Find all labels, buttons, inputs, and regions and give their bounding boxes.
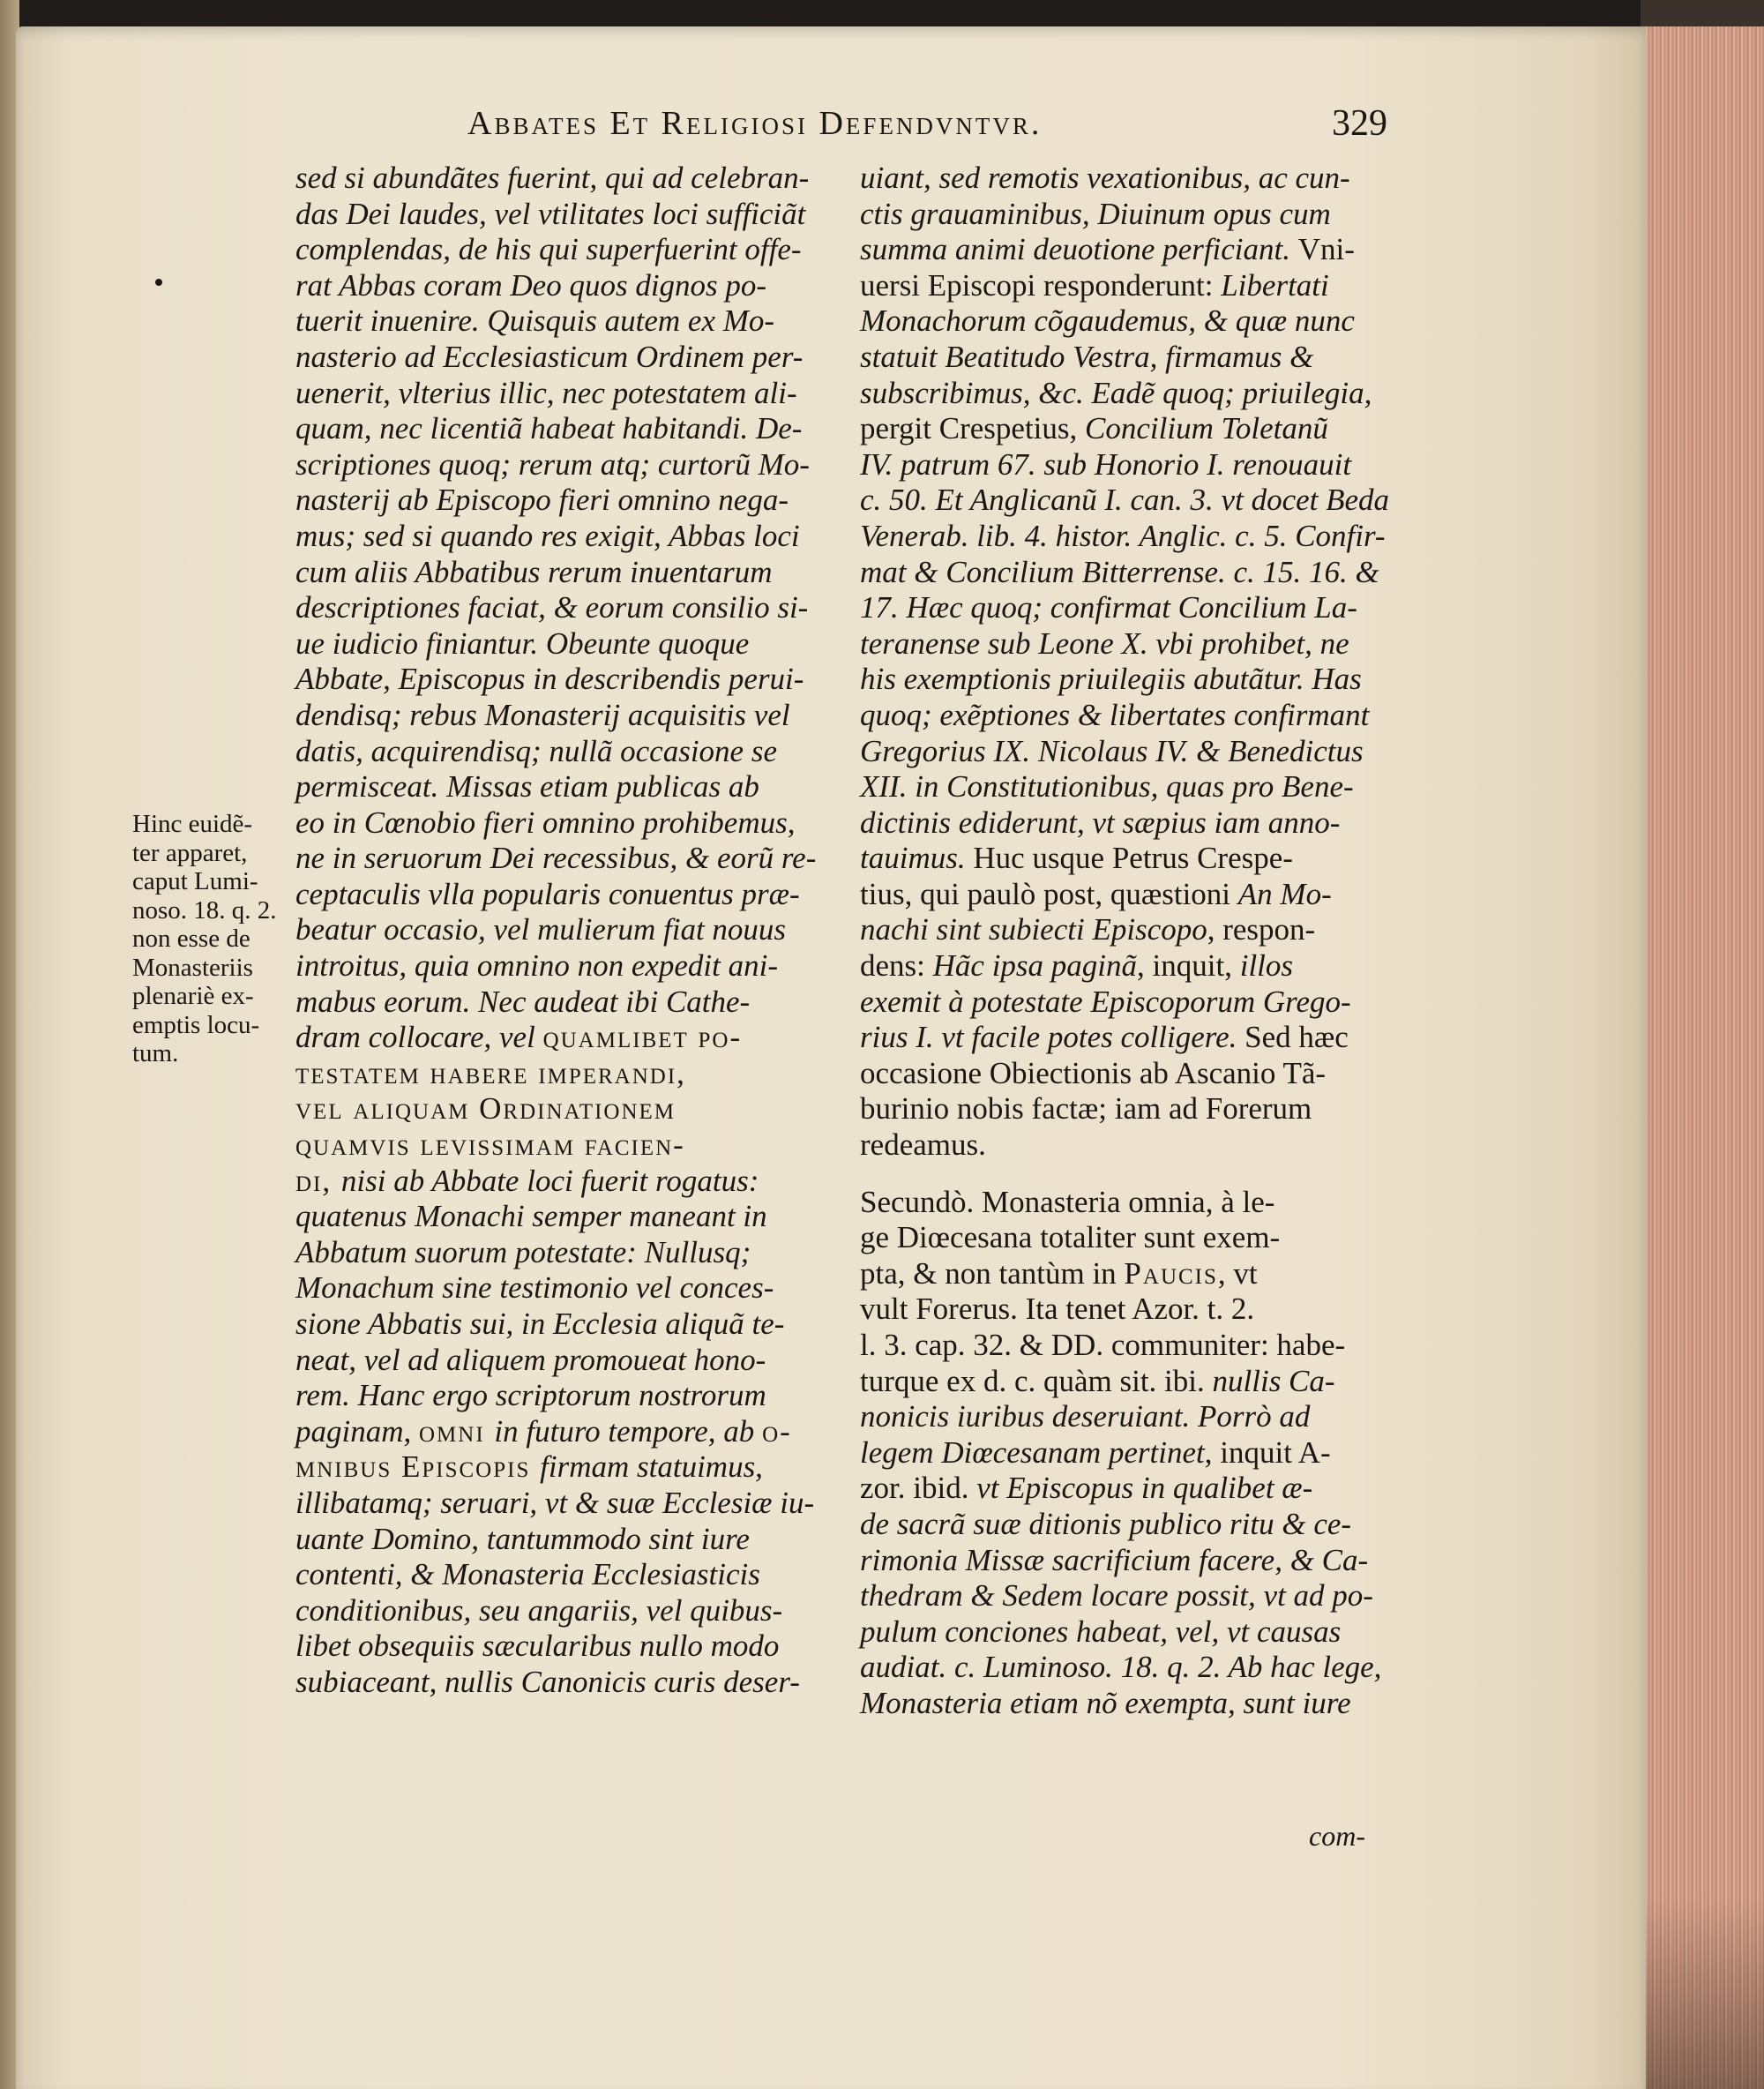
text-line — [295, 1020, 829, 1056]
text-line: tuerit inuenire. Quisquis autem ex Mo- — [295, 303, 775, 339]
catchword: com- — [1309, 1820, 1365, 1852]
text-run: dens: — [860, 948, 933, 984]
text-run: , vt — [1217, 1255, 1258, 1291]
text-run: Concilium Toletanũ — [1085, 411, 1328, 446]
text-line: mabus eorum. Nec audeat ibi Cathe- — [295, 984, 751, 1019]
text-line: burinio nobis factæ; iam ad Forerum — [860, 1091, 1312, 1127]
text-run: nisi ab Abbate loci fuerit rogatus: — [340, 1163, 759, 1198]
text-line: dictinis ediderunt, vt sæpius iam anno- — [860, 805, 1341, 840]
text-run: , inquit A- — [1204, 1434, 1331, 1470]
text-column-right — [860, 161, 1389, 1722]
text-line: Monasteria etiam nõ exempta, sunt iure — [860, 1685, 1351, 1720]
text-line: scriptiones quoq; rerum atq; curtorũ Mo- — [295, 446, 810, 482]
text-line: de sacrã suæ ditionis publico ritu & ce- — [860, 1506, 1352, 1541]
text-run: Hãc ipsa paginã — [932, 948, 1138, 984]
text-line: quam, nec licentiã habeat habitandi. De- — [295, 411, 803, 446]
text-line: permisceat. Missas etiam publicas ab — [295, 769, 759, 805]
running-head: Abbates Et Religiosi Defendvntvr. — [467, 105, 1043, 142]
text-line: mus; sed si quando res exigit, Abbas loci — [295, 518, 800, 553]
page-fore-edges — [1641, 26, 1764, 2089]
text-line: quoq; exẽptiones & libertates confirmant — [860, 697, 1370, 732]
text-run: vt Episcopus in qualibet æ- — [976, 1471, 1313, 1506]
text-line: illibatamq; seruari, vt & suæ Ecclesiæ iu- — [295, 1485, 815, 1520]
text-run: mnibus Episcopis — [295, 1449, 541, 1485]
text-line: ue iudicio finiantur. Obeunte quoque — [295, 625, 750, 661]
text-run: pta, & non tantùm in — [860, 1255, 1125, 1291]
text-line: uenerit, vlterius illic, nec potestatem ali- — [295, 375, 797, 410]
text-line: quamvis levissimam facien- — [295, 1127, 685, 1163]
text-line: occasione Obiectionis ab Ascanio Tã- — [860, 1055, 1327, 1090]
text-run: nachi sint subiecti Episcopo — [860, 912, 1207, 947]
page-number: 329 — [1332, 103, 1387, 144]
text-run: firmam statuimus, — [540, 1449, 763, 1485]
text-line: eo in Cœnobio fieri omnino prohibemus, — [295, 805, 796, 840]
text-run: omni — [419, 1413, 495, 1449]
text-line: vult Forerus. Ita tenet Azor. t. 2. — [860, 1292, 1255, 1327]
text-line: Secundò. Monasteria omnia, à le- — [860, 1184, 1275, 1219]
text-line — [860, 1471, 1389, 1507]
text-run: pergit Crespetius, — [860, 411, 1086, 446]
text-run: turque ex d. c. quàm sit. ibi. — [860, 1363, 1213, 1398]
text-run: rius I. vt facile potes colligere. — [860, 1020, 1245, 1055]
text-line: sed si abundãtes fuerint, qui ad celebran- — [295, 161, 810, 195]
text-line: quatenus Monachi semper maneant in — [295, 1199, 767, 1234]
text-line: uante Domino, tantummodo sint iure — [295, 1521, 750, 1556]
marginal-note-line: ter apparet, — [132, 838, 248, 867]
text-line — [295, 1414, 829, 1450]
text-line — [860, 268, 1389, 304]
text-line — [860, 948, 1389, 985]
text-line: cum aliis Abbatibus rerum inuentarum — [295, 554, 773, 589]
marginal-note-line: noso. 18. q. 2. — [132, 895, 277, 925]
text-line: nonicis iuribus deseruiant. Porrò ad — [860, 1399, 1311, 1434]
text-line: ctis grauaminibus, Diuinum opus cum — [860, 196, 1331, 231]
marginal-note — [132, 810, 300, 1068]
text-run: , inquit, — [1137, 948, 1240, 984]
text-line: ge Diœcesana totaliter sunt exem- — [860, 1220, 1281, 1255]
text-run: Huc usque Petrus Crespe- — [973, 841, 1293, 876]
text-line — [860, 1256, 1389, 1292]
text-line: mat & Concilium Bitterrense. c. 15. 16. & — [860, 554, 1379, 589]
text-line: thedram & Sedem locare possit, vt ad po- — [860, 1578, 1373, 1614]
text-line: contenti, & Monasteria Ecclesiasticis — [295, 1557, 760, 1592]
text-line — [860, 1435, 1389, 1471]
text-line: Monachorum cõgaudemus, & quæ nunc — [860, 303, 1355, 339]
text-line: Abbatum suorum potestate: Nullusq; — [295, 1234, 751, 1269]
text-line: IV. patrum 67. sub Honorio I. renouauit — [860, 446, 1352, 482]
marginal-note-line: non esse de — [132, 925, 250, 953]
text-line: descriptiones faciat, & eorum consilio si- — [295, 590, 809, 625]
text-line: ceptaculis vlla popularis conuentus præ- — [295, 876, 800, 911]
text-line: c. 50. Et Anglicanũ I. can. 3. vt docet Beda — [860, 483, 1390, 518]
margin-bullet-mark — [155, 279, 162, 286]
text-run: , respon- — [1207, 912, 1316, 947]
text-line: Abbate, Episcopus in describendis perui- — [295, 662, 804, 697]
text-run: Paucis — [1124, 1255, 1218, 1291]
text-line: datis, acquirendisq; nullã occasione se — [295, 733, 777, 768]
marginal-note-line: tum. — [132, 1039, 179, 1067]
text-line: subscribimus, &c. Eadẽ quoq; priuilegia, — [860, 375, 1372, 410]
text-run: An Mo- — [1237, 876, 1332, 911]
marginal-note-line: emptis locu- — [132, 1010, 260, 1039]
text-line: rat Abbas coram Deo quos dignos po- — [295, 267, 767, 303]
text-line: introitus, quia omnino non expedit ani- — [295, 948, 778, 984]
text-line: exemit à potestate Episcoporum Grego- — [860, 984, 1351, 1019]
text-line: 17. Hæc quoq; confirmat Concilium La- — [860, 590, 1357, 625]
text-run: illos — [1239, 948, 1294, 984]
text-run: Libertati — [1221, 267, 1329, 303]
text-run: Vni- — [1297, 232, 1355, 267]
text-run: summa animi deuotione perficiant. — [860, 232, 1298, 267]
text-run: tius, qui paulò post, quæstioni — [860, 876, 1238, 911]
text-line: Venerab. lib. 4. histor. Anglic. c. 5. Confir- — [860, 518, 1386, 553]
marginal-note-line: Monasteriis — [132, 953, 253, 982]
text-line: statuit Beatitudo Vestra, firmamus & — [860, 339, 1314, 374]
text-line: teranense sub Leone X. vbi prohibet, ne — [860, 625, 1349, 661]
text-run: nullis Ca- — [1212, 1363, 1335, 1398]
text-line: XII. in Constitutionibus, quas pro Bene- — [860, 769, 1354, 805]
text-line — [860, 912, 1389, 948]
text-line: subiaceant, nullis Canonicis curis deser- — [295, 1664, 800, 1699]
text-line: conditionibus, seu angariis, vel quibus- — [295, 1592, 783, 1628]
text-line: nasterio ad Ecclesiasticum Ordinem per- — [295, 339, 804, 374]
text-run: o- — [762, 1413, 792, 1449]
text-run: Sed hæc — [1245, 1020, 1349, 1055]
text-line — [295, 1164, 829, 1200]
text-run: paginam, — [295, 1413, 419, 1449]
text-line — [860, 877, 1389, 913]
text-line: nasterij ab Episcopo fieri omnino nega- — [295, 483, 789, 518]
text-line — [295, 1449, 829, 1486]
text-line: sione Abbatis sui, in Ecclesia aliquã te- — [295, 1307, 785, 1341]
text-line: rimonia Missæ sacrificium facere, & Ca- — [860, 1542, 1369, 1577]
text-line: beatur occasio, vel mulierum fiat nouus — [295, 912, 787, 947]
text-line: ne in seruorum Dei recessibus, & eorũ re- — [295, 841, 817, 876]
text-line — [860, 232, 1389, 268]
text-line: libet obsequiis sæcularibus nullo modo — [295, 1629, 780, 1664]
text-line: Monachum sine testimonio vel conces- — [295, 1270, 774, 1306]
text-line: vel aliquam Ordinationem — [295, 1091, 676, 1127]
text-line: redeamus. — [860, 1127, 986, 1163]
text-line: dendisq; rebus Monasterij acquisitis vel — [295, 697, 790, 732]
text-run: quamlibet po- — [542, 1020, 743, 1055]
text-line: l. 3. cap. 32. & DD. communiter: habe- — [860, 1328, 1346, 1362]
text-column-left — [295, 161, 829, 1701]
text-run: zor. ibid. — [860, 1471, 977, 1506]
marginal-note-line: caput Lumi- — [132, 867, 258, 895]
text-line: neat, vel ad aliquem promoueat hono- — [295, 1342, 766, 1377]
text-line: audiat. c. Luminoso. 18. q. 2. Ab hac lege, — [860, 1650, 1382, 1685]
text-line — [860, 1020, 1389, 1056]
text-line: uiant, sed remotis vexationibus, ac cun- — [860, 161, 1350, 195]
text-run: tauimus. — [860, 841, 974, 876]
text-run: legem Diœcesanam pertinet — [860, 1434, 1205, 1470]
text-run: di, — [295, 1163, 341, 1198]
text-line — [860, 1364, 1389, 1400]
text-line — [860, 411, 1389, 447]
marginal-note-line: plenariè ex- — [132, 982, 254, 1010]
text-line: complendas, de his qui superfuerint offe- — [295, 232, 802, 267]
text-run: dram collocare, vel — [295, 1020, 543, 1055]
text-run: in futuro tempore, ab — [494, 1413, 763, 1449]
marginal-note-line: Hinc euidẽ- — [132, 810, 253, 838]
text-line: Gregorius IX. Nicolaus IV. & Benedictus — [860, 733, 1364, 768]
fore-edge-shadow — [1641, 1897, 1764, 2089]
text-line: his exemptionis priuilegiis abutãtur. Has — [860, 662, 1362, 697]
text-line: pulum conciones habeat, vel, vt causas — [860, 1614, 1342, 1649]
text-line: rem. Hanc ergo scriptorum nostrorum — [295, 1378, 766, 1413]
text-line — [860, 1164, 1389, 1185]
text-run: uersi Episcopi responderunt: — [860, 267, 1222, 303]
text-line — [860, 841, 1389, 877]
text-line: das Dei laudes, vel vtilitates loci sufficiãt — [295, 196, 806, 231]
text-line: testatem habere imperandi, — [295, 1055, 686, 1090]
